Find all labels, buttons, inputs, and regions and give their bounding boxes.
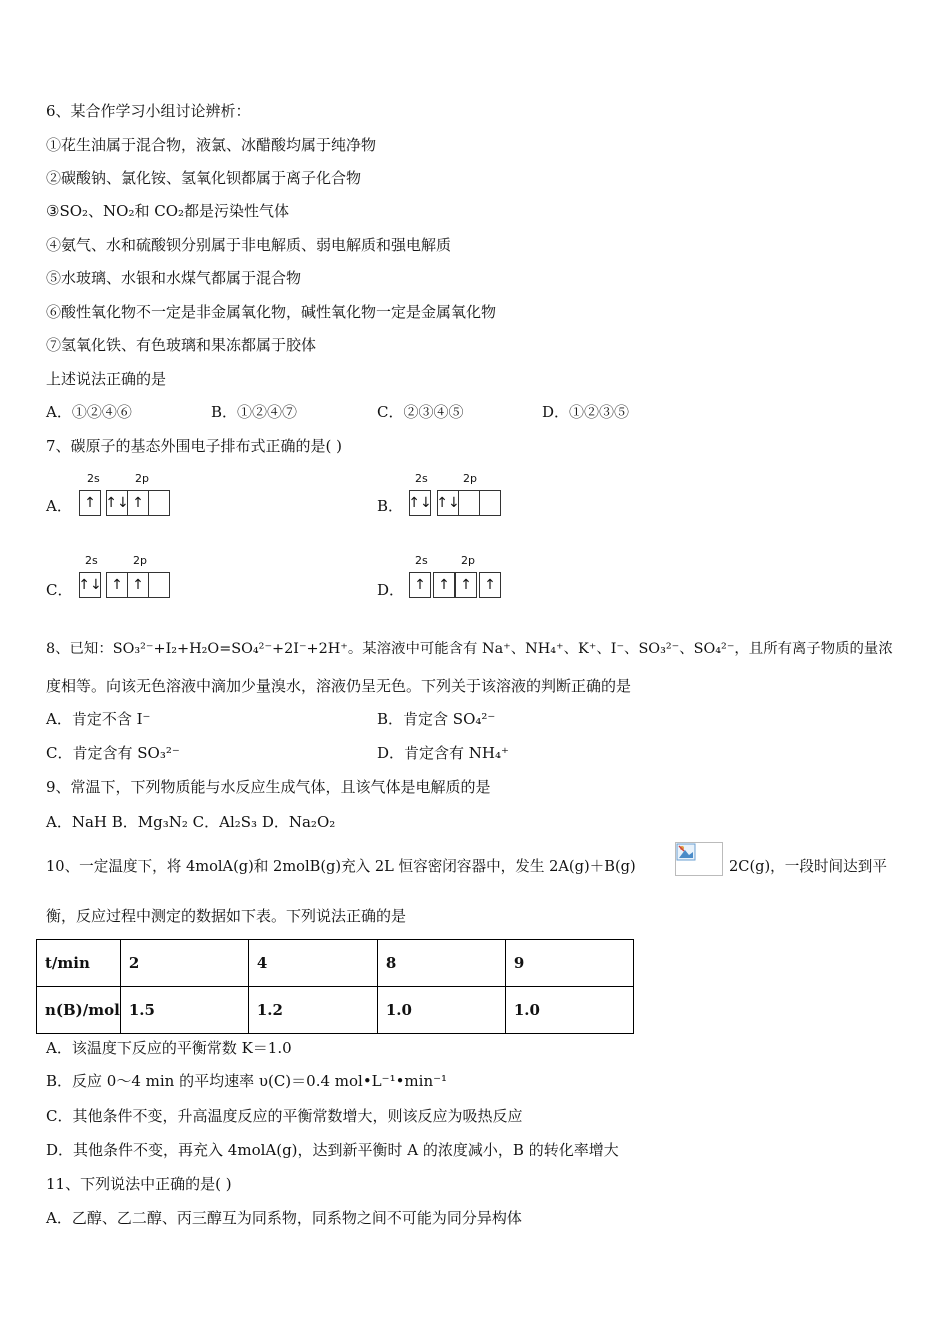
table-cell: 1.0 xyxy=(505,987,633,1034)
q6-item-1: ①花生油属于混合物，液氯、冰醋酸均属于纯净物 xyxy=(46,136,377,154)
orbital-box: ↑ xyxy=(409,572,431,598)
q6-option-c: C．②③④⑤ xyxy=(377,403,464,421)
label-2p: 2p xyxy=(461,554,475,567)
label-2p: 2p xyxy=(463,472,477,485)
label-2s: 2s xyxy=(415,472,428,485)
q6-item-3: ③SO₂、NO₂和 CO₂都是污染性气体 xyxy=(46,202,290,220)
table-row xyxy=(37,940,634,987)
q6-option-b: B．①②④⑦ xyxy=(211,403,298,421)
q8-option-d: D．肯定含有 NH₄⁺ xyxy=(377,744,509,762)
orbital-box: ↑ xyxy=(79,490,101,516)
q7-option-d-label: D． xyxy=(377,581,405,599)
q6-stem: 6、某合作学习小组讨论辨析： xyxy=(46,102,251,120)
orbital-box: ↑ xyxy=(479,572,501,598)
q8-stem-line1: 8、已知：SO₃²⁻+I₂+H₂O=SO₄²⁻+2I⁻+2H⁺。某溶液中可能含有 Na⁺、NH₄⁺、K⁺、I⁻、SO₃²⁻、SO₄²⁻，且所有离子物质的量浓 xyxy=(46,641,893,657)
table-cell: n(B)/mol xyxy=(37,987,121,1034)
orbital-box: ↑ xyxy=(455,572,477,598)
label-2s: 2s xyxy=(415,554,428,567)
table-cell: 2 xyxy=(120,940,248,987)
q10-option-b: B．反应 0～4 min 的平均速率 υ(C)＝0.4 mol•L⁻¹•min⁻¹ xyxy=(46,1072,448,1090)
q6-item-7: ⑦氢氧化铁、有色玻璃和果冻都属于胶体 xyxy=(46,336,317,354)
q11-stem: 11、下列说法中正确的是( ) xyxy=(46,1175,232,1193)
table-cell: t/min xyxy=(37,940,121,987)
orbital-box xyxy=(458,490,480,516)
label-2s: 2s xyxy=(87,472,100,485)
table-row xyxy=(37,987,634,1034)
q8-option-b: B．肯定含 SO₄²⁻ xyxy=(377,710,496,728)
orbital-box xyxy=(148,490,170,516)
table-cell: 8 xyxy=(377,940,505,987)
q7-orbital-diagram-c xyxy=(79,554,175,600)
q6-item-4: ④氨气、水和硫酸钡分别属于非电解质、弱电解质和强电解质 xyxy=(46,236,452,254)
q7-orbital-diagram-b xyxy=(409,472,505,518)
orbital-box: ↑↓ xyxy=(79,572,101,598)
image-placeholder-icon xyxy=(676,843,722,875)
label-2s: 2s xyxy=(85,554,98,567)
q11-option-a: A．乙醇、乙二醇、丙三醇互为同系物，同系物之间不可能为同分异构体 xyxy=(46,1209,522,1227)
orbital-box: ↑↓ xyxy=(409,490,431,516)
q6-option-d: D．①②③⑤ xyxy=(542,403,630,421)
q6-item-2: ②碳酸钠、氯化铵、氢氧化钡都属于离子化合物 xyxy=(46,169,362,187)
q9-stem: 9、常温下，下列物质能与水反应生成气体，且该气体是电解质的是 xyxy=(46,778,491,796)
label-2p: 2p xyxy=(135,472,149,485)
q6-question: 上述说法正确的是 xyxy=(46,370,167,388)
orbital-box: ↑ xyxy=(433,572,455,598)
q10-stem-line1b: 2C(g)，一段时间达到平 xyxy=(729,858,887,875)
orbital-box xyxy=(479,490,501,516)
table-cell: 4 xyxy=(248,940,377,987)
q8-option-a: A．肯定不含 I⁻ xyxy=(46,710,151,728)
orbital-box: ↑↓ xyxy=(106,490,128,516)
q7-option-a-label: A． xyxy=(46,497,72,515)
q10-option-c: C．其他条件不变，升高温度反应的平衡常数增大，则该反应为吸热反应 xyxy=(46,1107,523,1125)
q9-options: A．NaH B．Mg₃N₂ C．Al₂S₃ D．Na₂O₂ xyxy=(46,813,336,831)
q8-option-c: C．肯定含有 SO₃²⁻ xyxy=(46,744,180,762)
table-cell: 1.2 xyxy=(248,987,377,1034)
q6-item-5: ⑤水玻璃、水银和水煤气都属于混合物 xyxy=(46,269,302,287)
q10-option-d: D．其他条件不变，再充入 4molA(g)，达到新平衡时 A 的浓度减小，B 的转化率增大 xyxy=(46,1141,619,1159)
q6-item-6: ⑥酸性氧化物不一定是非金属氧化物，碱性氧化物一定是金属氧化物 xyxy=(46,303,497,321)
q7-option-c-label: C． xyxy=(46,581,73,599)
orbital-box: ↑ xyxy=(106,572,128,598)
q7-stem: 7、碳原子的基态外围电子排布式正确的是( ) xyxy=(46,437,343,455)
table-cell: 9 xyxy=(505,940,633,987)
orbital-box xyxy=(148,572,170,598)
q10-stem-line1a: 10、一定温度下，将 4molA(g)和 2molB(g)充入 2L 恒容密闭容器中，发生 2A(g)＋B(g) xyxy=(46,858,636,875)
q10-stem-line2: 衡，反应过程中测定的数据如下表。下列说法正确的是 xyxy=(46,907,407,925)
q10-option-a: A．该温度下反应的平衡常数 K＝1.0 xyxy=(46,1039,292,1057)
q7-option-b-label: B． xyxy=(377,497,404,515)
label-2p: 2p xyxy=(133,554,147,567)
table-cell: 1.5 xyxy=(120,987,248,1034)
reversible-arrow-image xyxy=(675,842,723,876)
q7-orbital-diagram-a xyxy=(79,472,175,518)
orbital-box: ↑ xyxy=(127,572,149,598)
orbital-box: ↑ xyxy=(127,490,149,516)
q8-stem-line2: 度相等。向该无色溶液中滴加少量溴水，溶液仍呈无色。下列关于该溶液的判断正确的是 xyxy=(46,677,632,695)
table-cell: 1.0 xyxy=(377,987,505,1034)
orbital-box: ↑↓ xyxy=(437,490,459,516)
q7-orbital-diagram-d xyxy=(409,554,505,600)
q10-data-table xyxy=(36,939,634,1034)
q6-option-a: A．①②④⑥ xyxy=(46,403,132,421)
